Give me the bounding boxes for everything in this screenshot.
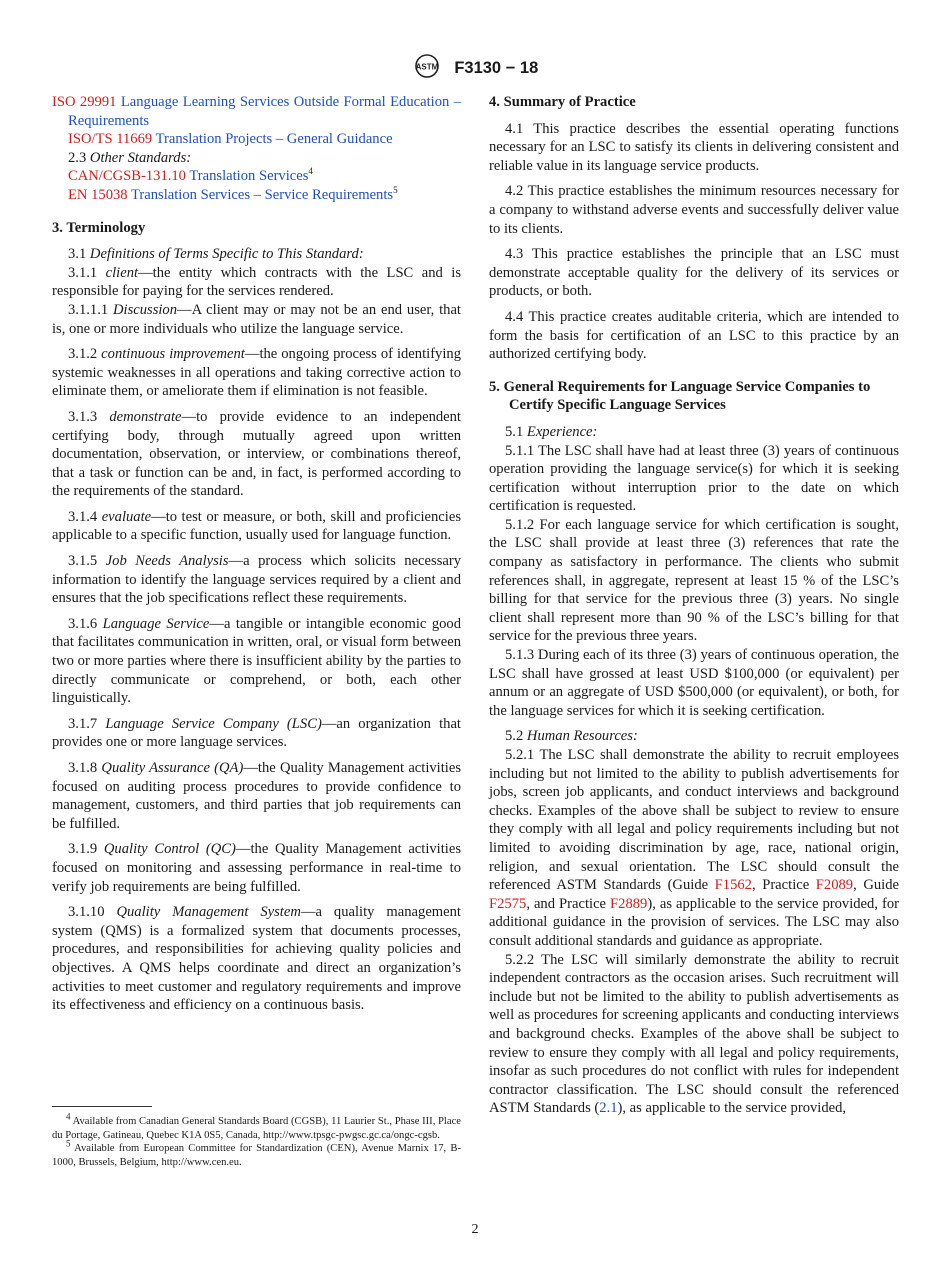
footnote-4: $^4$ Available from Canadian General Standards Board (CGSB), 11 Laurier St., Phase III, Place du Portage, Gatineau, Quebec K1A 0S5, Canada, http://www.tpsgc-pwgsc.gc.ca/ongc-cgsb. bbox=[52, 1111, 461, 1141]
paragraph-5-1: 5.1 Experience: bbox=[505, 423, 598, 440]
definition-3-1-3: 3.1.3 demonstrate—to provide evidence to an independent certifying body, through mutually agreed upon written documentation, observation, or interview, or combinations thereof, that a task or function can be and, in fact, is performed according to the requirements of the standard. bbox=[52, 408, 461, 500]
reference-title-link[interactable]: Language Learning Services Outside Formal Education – Requirements bbox=[68, 94, 461, 129]
left-column bbox=[52, 93, 461, 1015]
definition-3-1-4: 3.1.4 evaluate—to test or measure, or both, skill and proficiencies applicable to a specific function, usually used for language function. bbox=[52, 508, 461, 544]
footnote-mark: 4 bbox=[308, 166, 313, 177]
definition-3-1: 3.1 Definitions of Terms Specific to This Standard: bbox=[68, 246, 364, 263]
section-heading-summary: 4. Summary of Practice bbox=[489, 94, 636, 110]
page-number: 2 bbox=[471, 1222, 479, 1237]
link-f2089[interactable]: F2089 bbox=[815, 877, 854, 894]
page-header bbox=[0, 54, 950, 83]
reference-title-link[interactable]: Translation Services bbox=[189, 168, 309, 185]
footnote-divider bbox=[52, 1106, 152, 1107]
link-f2889[interactable]: F2889 bbox=[610, 895, 648, 912]
paragraph-5-2-1: 5.2.1 The LSC shall demonstrate the ability to recruit employees including but not limited to the ability to publish advertisements for jobs, screen job applicants, and conduct interviews and background checks. Examples of the above shall be subject to review to ensure they comply with all legal and policy requirements including but not limited to avoiding discrimination by age, race, national origin, religion, and sexual orientation. The LSC should consult the referenced ASTM Standards (Guide F1562, Practice F2089, Guide F2575, and Practice F2889), as applicable to the service provided, for additional guidance in the provision of services. The LSC may also consult additional standards and guidance as appropriate. bbox=[489, 747, 899, 949]
reference-iso-ts-11669 bbox=[52, 130, 461, 149]
paragraph-4-1: 4.1 This practice describes the essential operating functions necessary for an LSC to satisfy its clients in delivering consistent and reliable value in its language service products. bbox=[489, 120, 899, 174]
reference-en-15038 bbox=[52, 186, 461, 205]
section-heading-general-requirements: 5. General Requirements for Language Service Companies to Certify Specific Language Services bbox=[489, 378, 871, 414]
paragraph-5-2-2: 5.2.2 The LSC will similarly demonstrate the ability to recruit independent contractors as the occasion arises. Such recruitment will include but not be limited to the ability to publish advertisements as well as procedures for screening applicants and conducting interviews and background checks. Examples of the above shall be subject to review to ensure they comply with all legal and policy requirements, insofar as such procedures do not conflict with rules for independent contractor classification. The LSC should consult the referenced ASTM Standards (2.1), as applicable to the service provided, bbox=[489, 951, 899, 1117]
definition-3-1-7: 3.1.7 Language Service Company (LSC)—an organization that provides one or more language services. bbox=[52, 715, 461, 751]
definition-3-1-2: 3.1.2 continuous improvement—the ongoing process of identifying systemic weaknesses in all operations and taking corrective action to eliminate them, or ameliorate them if elimination is not feasible. bbox=[52, 346, 461, 400]
paragraph-5-1-3: 5.1.3 During each of its three (3) years of continuous operation, the LSC shall have grossed at least USD $100,000 (or equivalent) per annum or an aggregate of USD $500,000 (or equivalent), or both, for the language services for which it is seeking certification. bbox=[489, 647, 899, 719]
paragraph-5-2: 5.2 Human Resources: bbox=[505, 728, 638, 745]
reference-code-link[interactable]: ISO/TS 11669 bbox=[68, 131, 153, 148]
paragraph-4-2: 4.2 This practice establishes the minimum resources necessary for a company to withstand adverse events and successfully deliver value to its clients. bbox=[489, 183, 899, 237]
reference-title-link[interactable]: Translation Projects – General Guidance bbox=[155, 131, 393, 148]
document-code: F3130 − 18 bbox=[454, 59, 539, 77]
paragraph-5-1-1: 5.1.1 The LSC shall have had at least three (3) years of continuous operation providing the language service(s) for which it is seeking certification without interruption prior to the date on which certification is requested. bbox=[489, 442, 899, 515]
other-standards-heading: 2.3 Other Standards: bbox=[68, 149, 192, 166]
definition-3-1-8: 3.1.8 Quality Assurance (QA)—the Quality Management activities focused on auditing process procedures to provide confidence to management, customers, and third parties that job requirements can be fulfilled. bbox=[52, 760, 461, 832]
footnote-mark: 5 bbox=[393, 185, 398, 196]
link-f1562[interactable]: F1562 bbox=[714, 877, 752, 894]
reference-can-cgsb bbox=[52, 167, 461, 186]
link-f2575[interactable]: F2575 bbox=[489, 895, 527, 912]
paragraph-4-3: 4.3 This practice establishes the principle that an LSC must demonstrate acceptable quality for the delivery of its services or products, or both. bbox=[489, 246, 899, 300]
footnote-5: $^5$ Available from European Committee for Standardization (CEN), Avenue Marnix 17, B-1000, Brussels, Belgium, http://www.cen.eu. bbox=[52, 1138, 461, 1168]
right-column bbox=[489, 93, 899, 1118]
footnotes bbox=[52, 1106, 461, 1169]
definition-3-1-9: 3.1.9 Quality Control (QC)—the Quality Management activities focused on monitoring and assessing performance in real-time to verify job requirements are being fulfilled. bbox=[52, 841, 461, 895]
section-heading-terminology: 3. Terminology bbox=[52, 219, 146, 236]
astm-logo-text: ASTM bbox=[415, 62, 439, 72]
reference-iso-29991 bbox=[52, 93, 461, 130]
reference-code-link[interactable]: ISO 29991 bbox=[52, 94, 117, 110]
paragraph-5-1-2: 5.1.2 For each language service for which certification is sought, the LSC shall provide at least three (3) references that rate the company as satisfactory in performance. The clients who submit references shall, in aggregate, represent at least 15 % of the LSC’s billing for that service for the previous three (3) years. No single client shall represent more than 90 % of the LSC’s billing for that service for the previous three years. bbox=[489, 516, 899, 645]
link-section-2-1[interactable]: 2.1 bbox=[599, 1100, 618, 1117]
reference-title-link[interactable]: Translation Services – Service Requirements bbox=[130, 186, 394, 203]
astm-logo-icon bbox=[412, 54, 442, 83]
reference-code-link[interactable]: CAN/CGSB-131.10 bbox=[68, 168, 186, 185]
definition-3-1-1-1: 3.1.1.1 Discussion—A client may or may not be an end user, that is, one or more individuals who utilize the language service. bbox=[52, 301, 461, 337]
definition-3-1-10: 3.1.10 Quality Management System—a quality management system (QMS) is a formalized system that documents processes, procedures, and responsibilities for achieving quality policies and objectives. A QMS helps coordinate and direct an organization’s activities to meet customer and regulatory requirements and improve its effectiveness and efficiency on a continuous basis. bbox=[52, 904, 461, 1014]
paragraph-4-4: 4.4 This practice creates auditable criteria, which are intended to form the basis for certification of an LSC to this practice by an authorized certifying body. bbox=[489, 308, 899, 363]
reference-code-link[interactable]: EN 15038 bbox=[68, 186, 128, 203]
definition-3-1-6: 3.1.6 Language Service—a tangible or intangible economic good that facilitates communication in written, oral, or visual form between two or more parties where there is insufficient ability by the parties to directly communicate or comprehend, or both, each other linguistically. bbox=[52, 615, 462, 707]
definition-3-1-5: 3.1.5 Job Needs Analysis—a process which solicits necessary information to identify the language services required by a client and ensures that the job specifications reflect these requirements. bbox=[52, 553, 462, 607]
definition-3-1-1: 3.1.1 client—the entity which contracts with the LSC and is responsible for paying for the services rendered. bbox=[52, 264, 461, 300]
